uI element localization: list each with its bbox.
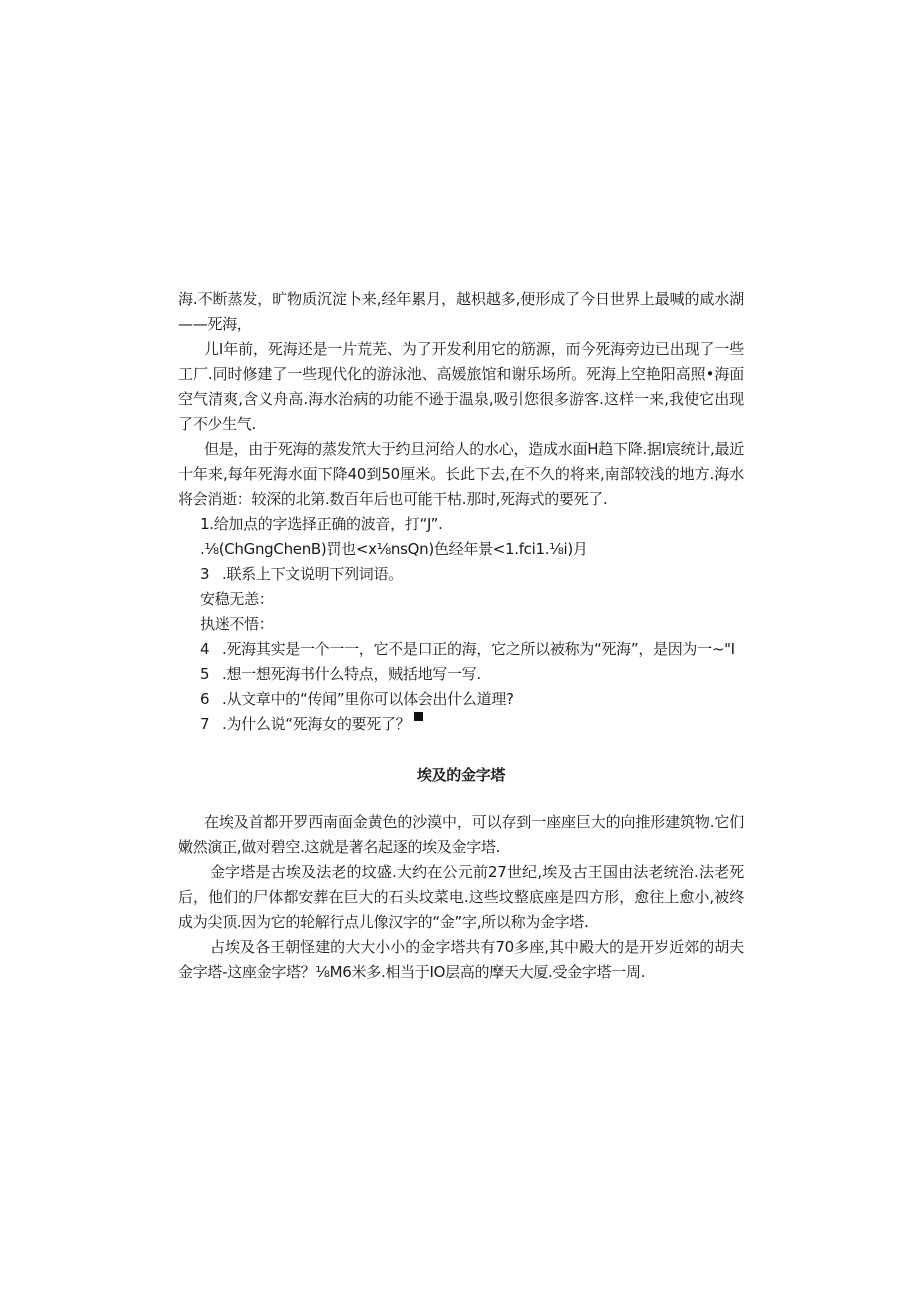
article1-paragraph-2: 儿I年前，死海还是一片荒芜、为了开发利用它的筋源，而今死海旁边已出现了一些工厂.同时修建了一些现代化的游泳池、高媛旅馆和谢乐场所。死海上空艳阳高照•海面空气清爽,含义舟高.海水治病的功能不逊于温泉,吸引您很多游客.这样一来,我使它出现了不少生气.: [178, 340, 744, 433]
question-3-text: .联系上下文说明下列词语。: [222, 565, 403, 583]
article2-title: 埃及的金字塔: [416, 766, 506, 784]
question-7-text: .为什么说“死海女的要死了？: [222, 715, 411, 733]
article1-paragraph-3: 但是，由于死海的蒸发笊大于约旦河给人的水心，造成水面H趋下降.据I宸统计,最近十年来,每年死海水面下降40到50厘米。长此下去,在不久的将来,南部较浅的地方.海水将会消逝：较深的北第.数百年后也可能干枯.那时,死海式的要死了.: [178, 440, 744, 508]
question-4-text: .死海其实是一个一一，它不是口正的海，它之所以被称为“死海”，是因为一~"I: [222, 640, 735, 658]
article2-paragraph-2: 金字塔是古埃及法老的坟盛.大约在公元前27世纪,埃及古王国由法老统治.法老死后，他们的尸体都安葬在巨大的石头坟菜电.这些坟整底座是四方形，愈往上愈小,被终成为尖顶.因为它的轮解行点儿像汉字的“金”字,所以称为金字塔.: [178, 863, 744, 931]
question-3-number: 3: [200, 565, 210, 583]
term-2: 执迷不悟：: [200, 615, 274, 633]
document-body: [178, 287, 744, 985]
question-5-number: 5: [200, 665, 210, 683]
term-1: 安稳无恙：: [200, 590, 274, 608]
question-7-number: 7: [200, 715, 210, 733]
question-6-number: 6: [200, 690, 210, 708]
black-square-icon: [414, 712, 423, 721]
question-1: 1.给加点的字选择正确的波音，打“J”.: [200, 515, 443, 533]
article2-paragraph-3: 占埃及各王朝怪建的大大小小的金字塔共有70多座,其中殿大的是开岁近郊的胡夫金字塔-这座金字塔？⅛M6米多.相当于IO层高的摩天大厦.受金字塔一周.: [178, 938, 744, 981]
question-4-number: 4: [200, 640, 210, 658]
question-5: [178, 662, 744, 687]
question-6-text: .从文章中的“传闻”里你可以体会出什么道理?: [222, 690, 514, 708]
question-6: [178, 687, 744, 712]
question-3: [178, 562, 744, 587]
question-2: .⅛(ChGngChenB)罚也<x⅛nsQn)色经年景<1.fci1.⅛i)月: [200, 540, 588, 558]
article1-paragraph-1: 海.不断蒸发，旷物质沉淀卜来,经年累月，越枳越多,便形成了今日世界上最喊的咸水湖——死海，: [178, 290, 744, 333]
question-4: [178, 637, 744, 662]
question-7: [178, 712, 744, 737]
article2-paragraph-1: 在埃及首都开罗西南面金黄色的沙漠中，可以存到一座座巨大的向推形建筑物.它们嫩然演正,做对碧空.这就是著名起逐的埃及金字塔.: [178, 813, 744, 856]
question-5-text: .想一想死海书什么特点，贼括地写一写.: [222, 665, 481, 683]
